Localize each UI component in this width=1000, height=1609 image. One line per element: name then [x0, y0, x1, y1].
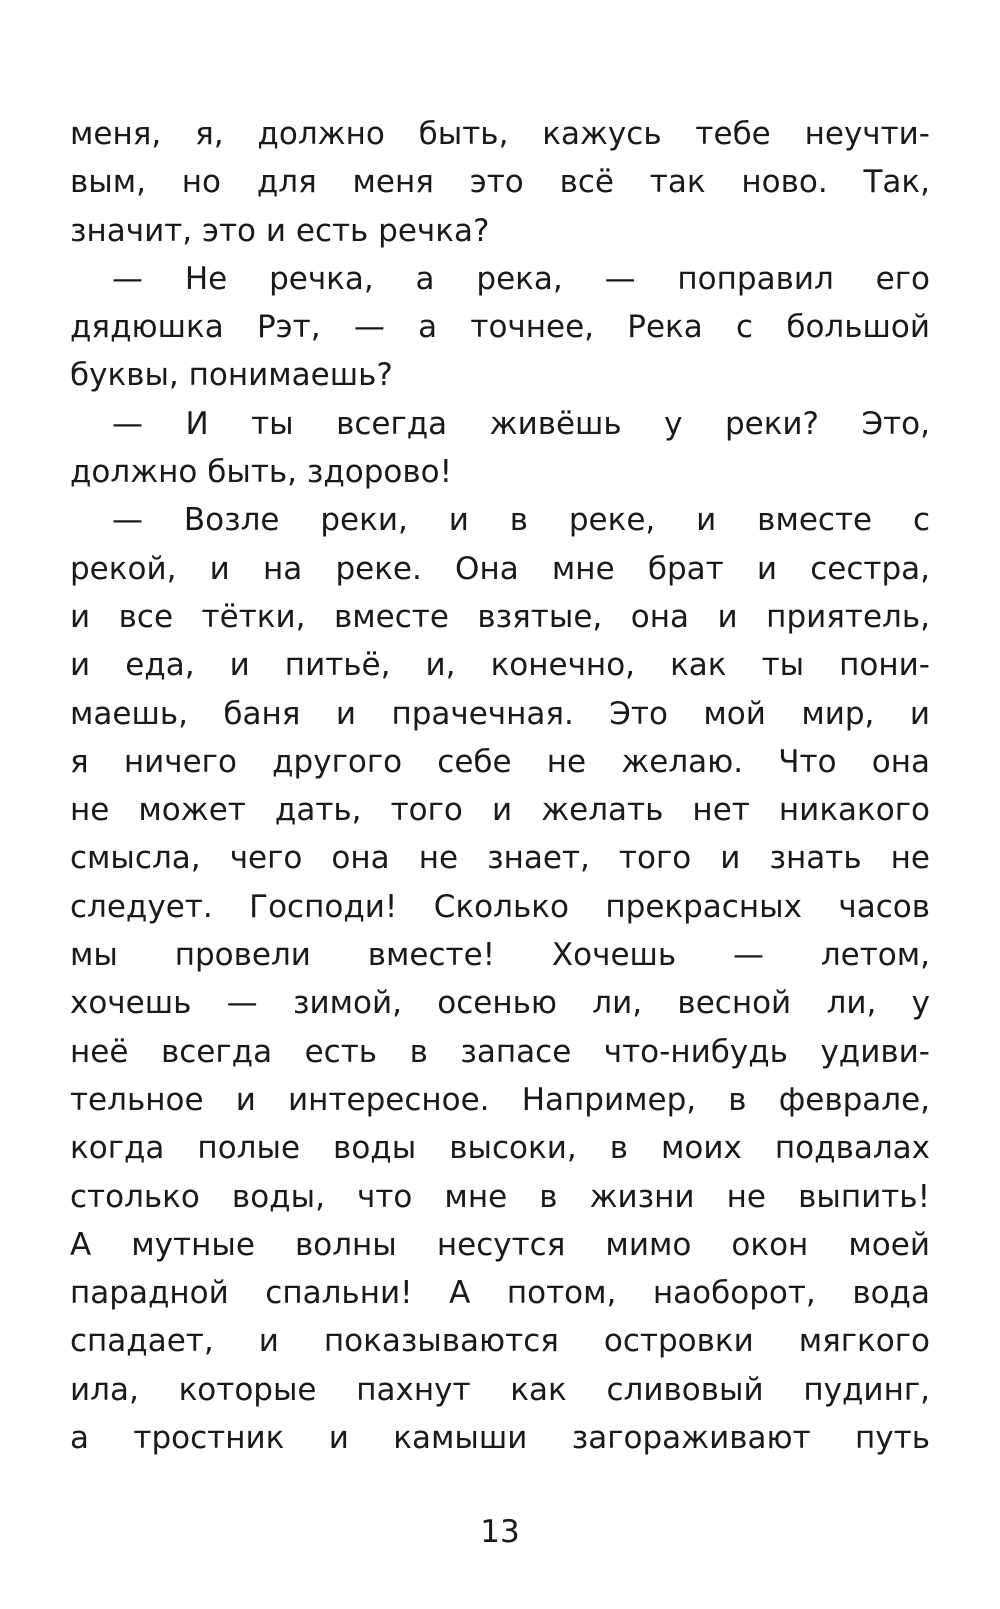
text-line: спадает, и показываются островки мягкого — [70, 1323, 930, 1360]
text-line: меня, я, должно быть, кажусь тебе неучти- — [70, 116, 930, 152]
page-number: 13 — [480, 1514, 520, 1550]
text-line: должно быть, здорово! — [70, 454, 453, 491]
text-line: хочешь — зимой, осенью ли, весной ли, у — [70, 985, 930, 1022]
text-line: когда полые воды высоки, в моих подвалах — [70, 1130, 930, 1167]
text-line: неё всегда есть в запасе что-нибудь удиви- — [70, 1033, 930, 1070]
text-line: столько воды, что мне в жизни не выпить! — [70, 1178, 930, 1215]
text-line: следует. Господи! Сколько прекрасных часов — [70, 888, 930, 925]
text-line: дядюшка Рэт, — а точнее, Река с большой — [70, 309, 930, 346]
text-line: маешь, баня и прачечная. Это мой мир, и — [70, 695, 930, 732]
text-line: я ничего другого себе не желаю. Что она — [70, 743, 930, 780]
text-line: буквы, понимаешь? — [70, 357, 393, 394]
text-line: — Не речка, а река, — поправил его — [112, 260, 930, 297]
text-line: рекой, и на реке. Она мне брат и сестра, — [70, 550, 930, 587]
text-line: ила, которые пахнут как сливовый пудинг, — [70, 1371, 930, 1408]
text-line: не может дать, того и желать нет никакого — [70, 792, 930, 829]
text-line: А мутные волны несутся мимо окон моей — [70, 1226, 930, 1263]
text-line: парадной спальни! А потом, наоборот, вода — [70, 1275, 930, 1312]
text-line: а тростник и камыши загораживают путь — [70, 1420, 930, 1457]
text-line: — Возле реки, и в реке, и вместе с — [112, 502, 930, 539]
text-line: мы провели вместе! Хочешь — летом, — [70, 937, 930, 974]
text-line: и все тётки, вместе взятые, она и приятель, — [70, 598, 930, 635]
text-line: смысла, чего она не знает, того и знать не — [70, 840, 930, 877]
text-line: вым, но для меня это всё так ново. Так, — [70, 164, 930, 201]
text-line: и еда, и питьё, и, конечно, как ты пони- — [70, 647, 930, 684]
text-line: значит, это и есть речка? — [70, 212, 490, 249]
text-line: тельное и интересное. Например, в феврале, — [70, 1081, 930, 1118]
text-line: — И ты всегда живёшь у реки? Это, — [112, 405, 930, 442]
page-text-body — [70, 110, 930, 1462]
